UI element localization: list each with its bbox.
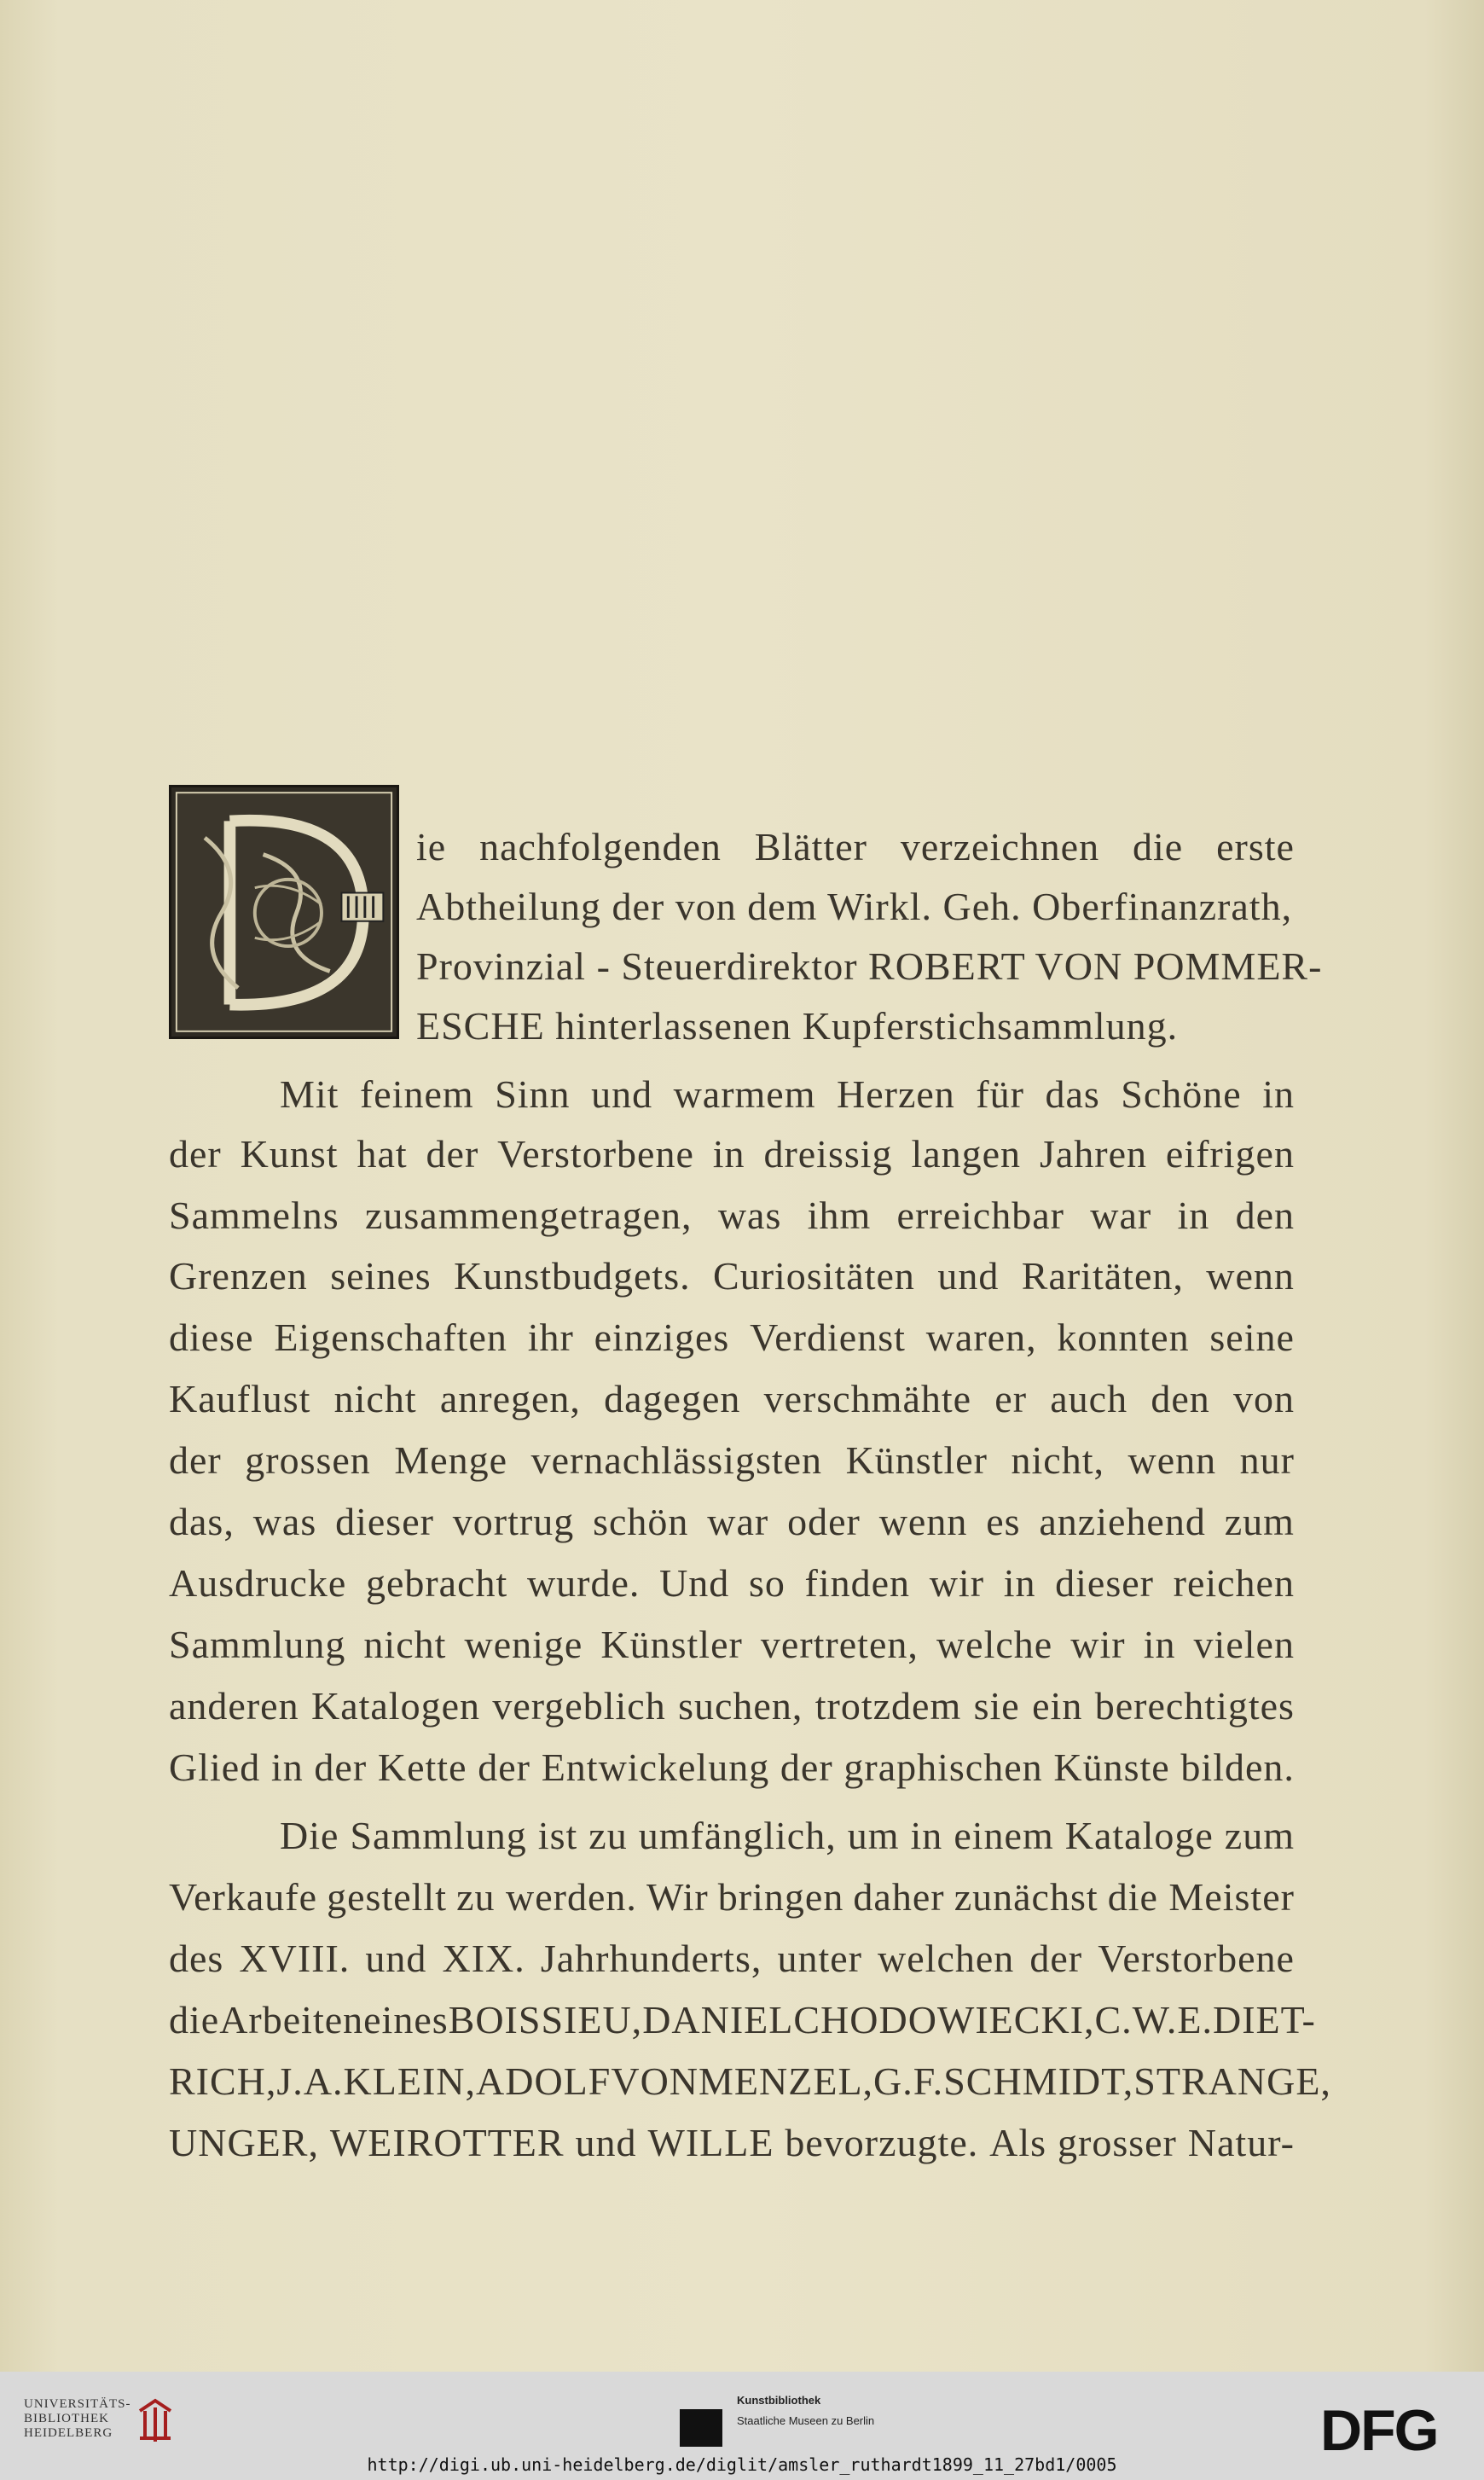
- word: vergeblich: [492, 1684, 666, 1728]
- word: WILLE: [647, 2121, 774, 2164]
- word: Menge: [394, 1438, 508, 1482]
- word: den: [1235, 1194, 1295, 1237]
- word: Kunst: [240, 1132, 339, 1176]
- word: und: [937, 1254, 1000, 1298]
- text-line: [169, 1935, 1295, 1983]
- word: Jahren: [1039, 1132, 1148, 1176]
- word: Kette: [377, 1745, 467, 1789]
- word: Herzen: [837, 1072, 955, 1116]
- word: Glied: [169, 1745, 261, 1789]
- word: es: [986, 1500, 1021, 1543]
- word: auch: [1050, 1377, 1128, 1420]
- word: einziges: [594, 1316, 730, 1359]
- word: SCHMIDT,: [943, 2059, 1134, 2103]
- word: er: [994, 1377, 1028, 1420]
- university-logo-icon: [135, 2396, 176, 2447]
- word: wurde.: [526, 1561, 641, 1605]
- word: konnten: [1057, 1316, 1190, 1359]
- word: XIX.: [442, 1937, 525, 1980]
- text-line: [280, 1071, 1295, 1118]
- word: um: [847, 1814, 900, 1857]
- text-line: [169, 1375, 1295, 1423]
- dfg-logo: DFG: [1320, 2398, 1438, 2463]
- word: wenn: [1206, 1254, 1295, 1298]
- word: J.: [276, 2059, 304, 2103]
- word: zusammengetragen,: [364, 1194, 693, 1237]
- word: ihr: [527, 1316, 574, 1359]
- word: nicht,: [1011, 1438, 1104, 1482]
- word: nicht: [363, 1623, 447, 1666]
- word: A.: [303, 2059, 344, 2103]
- word: Katalogen: [310, 1684, 480, 1728]
- word: für: [976, 1072, 1024, 1116]
- word: und: [575, 2121, 637, 2164]
- text-line: [169, 1873, 1295, 1921]
- word: umfänglich,: [638, 1814, 837, 1857]
- word: vortrug: [452, 1500, 575, 1543]
- word: ESCHE hinterlassenen Kupferstichsammlung.: [416, 1004, 1179, 1048]
- word: das: [1045, 1072, 1100, 1116]
- word: zum: [1224, 1814, 1295, 1857]
- word: dagegen: [604, 1377, 741, 1420]
- word: anderen: [169, 1684, 299, 1728]
- text-line: [416, 883, 1295, 931]
- word: die Meister: [1107, 1875, 1295, 1919]
- word: verzeichnen: [900, 825, 1100, 868]
- word: Kataloge: [1064, 1814, 1214, 1857]
- word: wenige: [464, 1623, 583, 1666]
- text-line: [169, 1559, 1295, 1607]
- word: dreissig: [763, 1132, 893, 1176]
- text-line: [169, 2058, 1331, 2105]
- word: gestellt: [327, 1875, 447, 1919]
- word: und: [591, 1072, 653, 1116]
- word: seine: [1209, 1316, 1295, 1359]
- word: zunächst: [954, 1875, 1099, 1919]
- word: einem: [954, 1814, 1054, 1857]
- word: ie: [416, 825, 447, 868]
- word: Sammlung: [169, 1623, 346, 1666]
- word: die: [169, 1998, 220, 2041]
- word: Natur-: [1187, 2121, 1295, 2164]
- word: eifrigen: [1165, 1132, 1295, 1176]
- word: Künstler: [600, 1623, 743, 1666]
- kunstbibliothek-logo-icon: [680, 2409, 722, 2447]
- word: Verstorbene: [497, 1132, 694, 1176]
- word: wenn: [878, 1500, 968, 1543]
- word: was: [252, 1500, 317, 1543]
- word: Blätter: [754, 825, 867, 868]
- word: nur: [1239, 1438, 1295, 1482]
- word: reichen: [1173, 1561, 1295, 1605]
- word: daher: [853, 1875, 945, 1919]
- word: Verdienst: [750, 1316, 906, 1359]
- text-line: [169, 1314, 1295, 1362]
- word: ist: [537, 1814, 578, 1857]
- word: verschmähte: [763, 1377, 972, 1420]
- word: der: [780, 1745, 833, 1789]
- word: Verstorbene: [1098, 1937, 1295, 1980]
- word: der: [314, 1745, 368, 1789]
- word: ein: [1032, 1684, 1083, 1728]
- word: zu: [588, 1814, 628, 1857]
- word: dieser: [1055, 1561, 1154, 1605]
- word: Künstler: [845, 1438, 988, 1482]
- word: Sammlung: [350, 1814, 527, 1857]
- word: berechtigtes: [1094, 1684, 1295, 1728]
- word: finden: [804, 1561, 911, 1605]
- word: graphischen: [843, 1745, 1043, 1789]
- word: in: [910, 1814, 943, 1857]
- word: waren,: [925, 1316, 1037, 1359]
- word: RICH,: [169, 2059, 277, 2103]
- word: welche: [936, 1623, 1053, 1666]
- word: von: [1232, 1377, 1295, 1420]
- text-line: [169, 1437, 1295, 1484]
- word: der: [426, 1132, 479, 1176]
- text-line: [169, 1252, 1295, 1300]
- word: bringen: [717, 1875, 844, 1919]
- word: Entwickelung: [541, 1745, 770, 1789]
- word: suchen,: [678, 1684, 803, 1728]
- word: hat: [357, 1132, 408, 1176]
- word: Raritäten,: [1021, 1254, 1184, 1298]
- word: wenn: [1127, 1438, 1217, 1482]
- word: in: [270, 1745, 304, 1789]
- word: C.W.: [1094, 1998, 1178, 2041]
- word: und: [365, 1937, 427, 1980]
- word: DANIEL: [642, 1998, 794, 2041]
- word: die: [1132, 825, 1184, 868]
- word: in: [712, 1132, 745, 1176]
- word: war: [1090, 1194, 1152, 1237]
- word: Provinzial - Steuerdirektor ROBERT VON POMMER-: [416, 944, 1323, 988]
- word: anregen,: [439, 1377, 581, 1420]
- word: ihm: [807, 1194, 872, 1237]
- text-line: [416, 1002, 1295, 1050]
- word: zu werden.: [456, 1875, 637, 1919]
- word: feinem: [359, 1072, 474, 1116]
- word: in: [1177, 1194, 1210, 1237]
- word: STRANGE,: [1133, 2059, 1331, 2103]
- word: DIET-: [1213, 1998, 1316, 2041]
- word: das,: [169, 1500, 235, 1543]
- word: oder: [787, 1500, 861, 1543]
- word: des: [169, 1937, 224, 1980]
- word: grossen: [245, 1438, 371, 1482]
- word: Arbeiten: [219, 1998, 364, 2041]
- word: was: [717, 1194, 782, 1237]
- word: Sammelns: [169, 1194, 339, 1237]
- word: Künste: [1053, 1745, 1170, 1789]
- word: Kauflust: [169, 1377, 311, 1420]
- word: Mit: [280, 1072, 339, 1116]
- word: gebracht: [365, 1561, 508, 1605]
- word: VON: [611, 2059, 699, 2103]
- word: CHODOWIECKI,: [793, 1998, 1095, 2041]
- word: anziehend: [1039, 1500, 1206, 1543]
- ornamental-initial-d: [169, 785, 399, 1039]
- footer-bar: [0, 2372, 1484, 2480]
- word: Curiositäten: [713, 1254, 915, 1298]
- text-line: [169, 2119, 1295, 2167]
- word: nachfolgenden: [479, 825, 722, 868]
- word: seines: [330, 1254, 432, 1298]
- word: Ausdrucke: [169, 1561, 347, 1605]
- word: ADOLF: [476, 2059, 612, 2103]
- word: nicht: [333, 1377, 417, 1420]
- word: zum: [1224, 1500, 1295, 1543]
- text-line: [169, 1996, 1316, 2044]
- word: erreichbar: [896, 1194, 1064, 1237]
- text-line: [169, 1498, 1295, 1546]
- word: Abtheilung der von dem Wirkl. Geh. Oberfinanzrath,: [416, 885, 1293, 928]
- word: BOISSIEU,: [448, 1998, 643, 2041]
- word: bevorzugte.: [785, 2121, 979, 2164]
- word: den: [1151, 1377, 1210, 1420]
- word: war: [707, 1500, 769, 1543]
- word: warmem: [673, 1072, 816, 1116]
- word: F.: [913, 2059, 944, 2103]
- word: Sinn: [495, 1072, 571, 1116]
- word: in: [1003, 1561, 1036, 1605]
- word: Wir: [646, 1875, 709, 1919]
- word: wir: [1070, 1623, 1126, 1666]
- word: E.: [1177, 1998, 1213, 2041]
- word: Schöne: [1121, 1072, 1242, 1116]
- word: unter: [777, 1937, 862, 1980]
- word: vernachlässigsten: [530, 1438, 823, 1482]
- word: erste: [1216, 825, 1295, 868]
- word: wir: [929, 1561, 985, 1605]
- word: trotzdem: [814, 1684, 962, 1728]
- university-library-name: UNIVERSITÄTS- BIBLIOTHEK HEIDELBERG: [24, 2397, 131, 2440]
- word: langen: [911, 1132, 1022, 1176]
- text-line: [169, 1192, 1295, 1240]
- word: bilden.: [1180, 1745, 1295, 1789]
- word: Als: [989, 2121, 1047, 2164]
- word: der: [478, 1745, 530, 1789]
- word: XVIII.: [239, 1937, 351, 1980]
- word: eines: [363, 1998, 449, 2041]
- word: Eigenschaften: [274, 1316, 507, 1359]
- kunstbibliothek-name: Kunstbibliothek Staatliche Museen zu Berlin: [737, 2394, 875, 2427]
- word: Grenzen: [169, 1254, 308, 1298]
- text-line: [169, 1621, 1295, 1669]
- word: vertreten,: [760, 1623, 919, 1666]
- word: der: [1029, 1937, 1083, 1980]
- text-line: [416, 823, 1295, 871]
- word: in: [1262, 1072, 1295, 1116]
- word: UNGER,: [169, 2121, 319, 2164]
- word: der: [169, 1132, 222, 1176]
- initial-d-ornament-icon: [171, 787, 397, 1037]
- word: Und: [659, 1561, 730, 1605]
- text-line: [169, 1744, 1295, 1792]
- word: grosser: [1058, 2121, 1177, 2164]
- word: dieser: [335, 1500, 434, 1543]
- page-url[interactable]: http://digi.ub.uni-heidelberg.de/diglit/amsler_ruthardt1899_11_27bd1/0005: [367, 2454, 1117, 2475]
- word: schön: [593, 1500, 689, 1543]
- word: vielen: [1193, 1623, 1295, 1666]
- text-line: [416, 943, 1323, 990]
- word: welchen: [878, 1937, 1015, 1980]
- word: diese: [169, 1316, 254, 1359]
- word: G.: [873, 2059, 913, 2103]
- word: so: [748, 1561, 785, 1605]
- word: der: [169, 1438, 222, 1482]
- word: WEIROTTER: [329, 2121, 565, 2164]
- word: sie: [973, 1684, 1020, 1728]
- text-line: [169, 1130, 1295, 1178]
- word: KLEIN,: [343, 2059, 477, 2103]
- word: Kunstbudgets.: [454, 1254, 691, 1298]
- word: Jahrhunderts,: [540, 1937, 762, 1980]
- word: MENZEL,: [699, 2059, 874, 2103]
- text-line: [169, 1682, 1295, 1730]
- text-line: [280, 1812, 1295, 1860]
- word: in: [1143, 1623, 1176, 1666]
- word: Die: [280, 1814, 339, 1857]
- word: Verkaufe: [169, 1875, 318, 1919]
